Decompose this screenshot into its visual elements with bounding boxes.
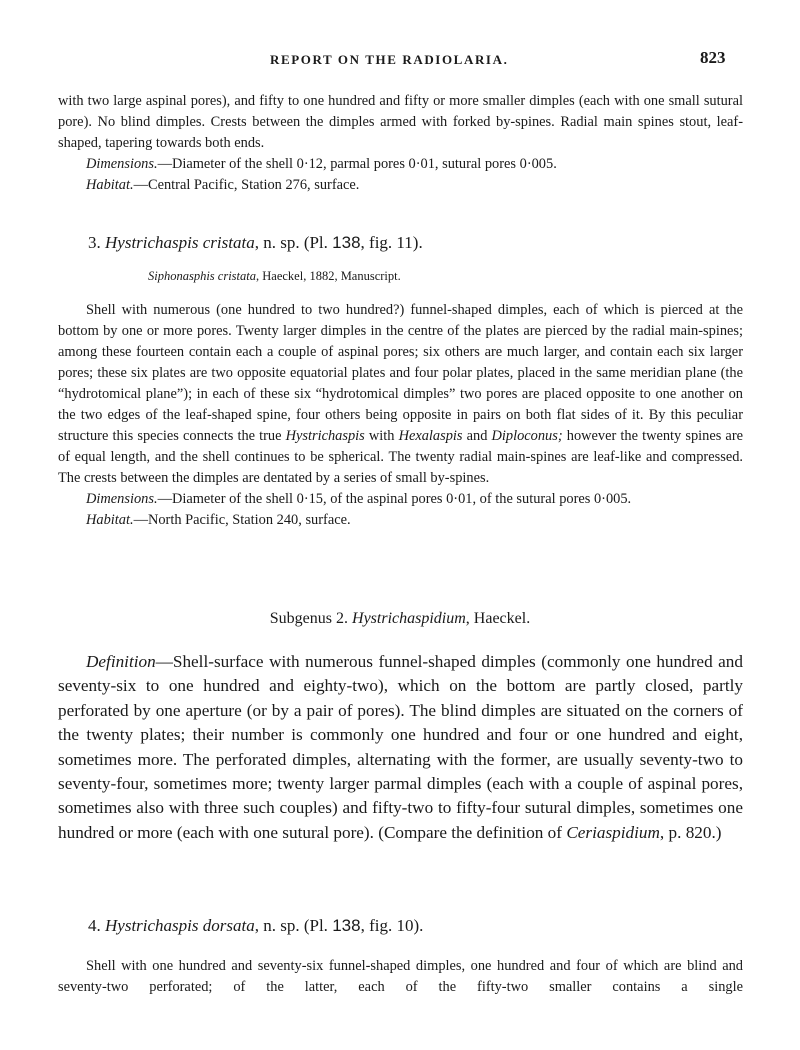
dimensions-label: Dimensions. [86, 491, 158, 507]
continuation-paragraph: with two large aspinal pores), and fifty to one hundred and fifty or more smaller dimples (each with one small sutural pore). No blind dimples. Crests between the dimples armed with forked by-spines. Radial main spines stout, leaf-shaped, tapering towards both ends. [58, 93, 743, 151]
description-text: however the twenty spines are of equal length, and the shell continues to be spherical. The twenty radial main-spines are leaf-like and compressed. The crests between the dimples are dentated by a series of small by-spines. [58, 428, 743, 486]
dimensions-label: Dimensions. [86, 156, 158, 172]
genus-name: Hexalaspis [398, 428, 463, 444]
figure-ref: , fig. 11). [360, 233, 423, 252]
subgenus-prefix: Subgenus 2. [269, 610, 353, 627]
species-3-description [58, 300, 743, 531]
dimensions-line [58, 489, 743, 510]
description-text: Shell with numerous (one hundred to two hundred?) funnel-shaped dimples, each of which is pierced at the bottom by one or more pores. Twenty larger dimples in the centre of the plates are pierced by the radial main-spines; among these fourteen contain each a couple of aspinal pores; six others are much larger, and contain each six larger pores; these six plates are two opposite equatorial plates and four polar plates, placed in the same meridian plane (the “hydrotomical plane”); in each of these six “hydrotomical dimples” two pores are placed opposite to one another on the two edges of the leaf-shaped spine, four others being opposite in pairs on both flat sides of it. By this peculiar structure this species connects the true [58, 302, 743, 444]
running-title: REPORT ON THE RADIOLARIA. [270, 52, 509, 67]
habitat-text: —Central Pacific, Station 276, surface. [133, 177, 360, 193]
definition-end: , p. 820.) [659, 822, 722, 842]
habitat-text: —North Pacific, Station 240, surface. [133, 512, 351, 528]
plate-number: 138 [332, 916, 361, 935]
synonym-ref: , Haeckel, 1882, Manuscript. [256, 269, 401, 283]
dimensions-text: —Diameter of the shell 0·12, parmal pores 0·01, sutural pores 0·005. [157, 156, 557, 172]
species-3-heading [88, 233, 423, 253]
definition-block [58, 650, 743, 845]
habitat-label: Habitat. [86, 512, 134, 528]
description-text: and [462, 428, 492, 444]
species-name: Hystrichaspis cristata [105, 233, 255, 252]
synonym-name: Siphonasphis cristata [148, 269, 256, 283]
habitat-label: Habitat. [86, 177, 134, 193]
species-4-heading [88, 916, 423, 936]
species-number: 4. [88, 916, 101, 935]
page-number: 823 [700, 48, 726, 67]
definition-text: —Shell-surface with numerous funnel-shaped dimples (commonly one hundred and seventy-six to one hundred and eighty-two), which on the bottom are partly closed, partly perforated by one aperture (or by a pair of pores). The blind dimples are situated on the corners of the twenty plates; their number is commonly one hundred and four or one hundred and eight, sometimes more. The perforated dimples, alternating with the former, are usually seventy-two to seventy-four, sometimes more; twenty larger parmal dimples (each with a couple of aspinal pores, sometimes also with three such couples) and fifty-two to fifty-four sutural dimples, sometimes one hundred or more (each with one sutural pore). (Compare the definition of [58, 652, 743, 842]
species-name: Hystrichaspis dorsata [105, 916, 255, 935]
plate-number: 138 [332, 233, 361, 252]
habitat-line [58, 510, 743, 531]
genus-name: Hystrichaspis [285, 428, 365, 444]
dimensions-text: —Diameter of the shell 0·15, of the aspinal pores 0·01, of the sutural pores 0·005. [157, 491, 632, 507]
continuation-block [58, 91, 743, 196]
species-4-description [58, 956, 743, 998]
subgenus-name: Hystrichaspidium [352, 610, 466, 627]
species-number: 3. [88, 233, 101, 252]
definition-paragraph [58, 650, 743, 845]
figure-ref: , fig. 10). [360, 916, 424, 935]
species-suffix: , n. sp. (Pl. [254, 916, 333, 935]
description-paragraph: Shell with one hundred and seventy-six funnel-shaped dimples, one hundred and four of which are blind and seventy-two perforated; of the latter, each of the fifty-two smaller contains a single [58, 958, 743, 995]
habitat-line [58, 175, 743, 196]
genus-name: Ceriaspidium [566, 822, 660, 842]
definition-label: Definition [86, 652, 156, 671]
dimensions-line [58, 154, 743, 175]
species-suffix: , n. sp. (Pl. [254, 233, 333, 252]
synonym-line [148, 269, 401, 284]
subgenus-author: , Haeckel. [465, 610, 531, 627]
description-text: with [364, 428, 399, 444]
genus-name: Diploconus; [491, 428, 563, 444]
description-paragraph [58, 300, 743, 489]
subgenus-heading [0, 610, 800, 628]
